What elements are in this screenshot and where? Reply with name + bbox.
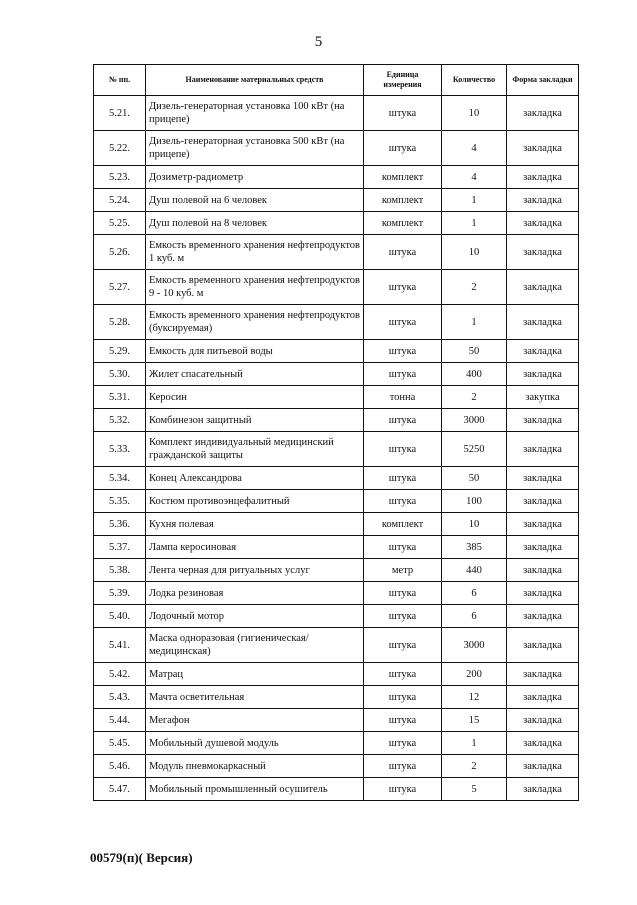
storage-form-cell: закладка [507, 582, 579, 605]
storage-form-cell: закладка [507, 663, 579, 686]
material-name-cell: Кухня полевая [146, 513, 364, 536]
row-number-cell: 5.30. [94, 363, 146, 386]
unit-cell: штука [364, 96, 442, 131]
row-number-cell: 5.26. [94, 235, 146, 270]
material-name-cell: Емкость для питьевой воды [146, 340, 364, 363]
quantity-cell: 50 [442, 467, 507, 490]
row-number-cell: 5.32. [94, 409, 146, 432]
material-name-cell: Комбинезон защитный [146, 409, 364, 432]
quantity-cell: 10 [442, 513, 507, 536]
unit-cell: комплект [364, 166, 442, 189]
storage-form-cell: закладка [507, 467, 579, 490]
document-code: 00579(п)( Версия) [90, 850, 193, 865]
table-row [94, 513, 579, 536]
unit-cell: штука [364, 235, 442, 270]
table-row [94, 559, 579, 582]
table-header-row [94, 65, 579, 96]
unit-cell: штука [364, 778, 442, 801]
unit-cell: штука [364, 605, 442, 628]
storage-form-cell: закладка [507, 755, 579, 778]
unit-cell: штука [364, 490, 442, 513]
unit-cell: штука [364, 363, 442, 386]
table-row [94, 467, 579, 490]
unit-cell: штука [364, 305, 442, 340]
table-row [94, 386, 579, 409]
quantity-cell: 5250 [442, 432, 507, 467]
row-number-cell: 5.34. [94, 467, 146, 490]
table-row [94, 212, 579, 235]
material-name-cell: Жилет спасательный [146, 363, 364, 386]
material-name-cell: Лодка резиновая [146, 582, 364, 605]
materials-table [93, 64, 579, 801]
row-number-cell: 5.22. [94, 131, 146, 166]
quantity-cell: 2 [442, 386, 507, 409]
storage-form-cell: закладка [507, 166, 579, 189]
table-row [94, 166, 579, 189]
material-name-cell: Емкость временного хранения нефтепродуктов (буксируемая) [146, 305, 364, 340]
quantity-cell: 3000 [442, 409, 507, 432]
table-row [94, 755, 579, 778]
table-row [94, 235, 579, 270]
unit-cell: штука [364, 628, 442, 663]
row-number-cell: 5.40. [94, 605, 146, 628]
row-number-cell: 5.21. [94, 96, 146, 131]
unit-cell: метр [364, 559, 442, 582]
storage-form-cell: закладка [507, 189, 579, 212]
row-number-cell: 5.46. [94, 755, 146, 778]
row-number-cell: 5.42. [94, 663, 146, 686]
unit-cell: тонна [364, 386, 442, 409]
material-name-cell: Маска одноразовая (гигиеническая/медицинская) [146, 628, 364, 663]
material-name-cell: Лампа керосиновая [146, 536, 364, 559]
table-row [94, 189, 579, 212]
unit-cell: штука [364, 467, 442, 490]
header-qty: Количество [442, 65, 507, 96]
quantity-cell: 3000 [442, 628, 507, 663]
storage-form-cell: закладка [507, 270, 579, 305]
material-name-cell: Лента черная для ритуальных услуг [146, 559, 364, 582]
row-number-cell: 5.41. [94, 628, 146, 663]
material-name-cell: Мобильный промышленный осушитель [146, 778, 364, 801]
storage-form-cell: закладка [507, 709, 579, 732]
quantity-cell: 2 [442, 270, 507, 305]
storage-form-cell: закладка [507, 778, 579, 801]
table-row [94, 490, 579, 513]
row-number-cell: 5.47. [94, 778, 146, 801]
row-number-cell: 5.38. [94, 559, 146, 582]
storage-form-cell: закладка [507, 305, 579, 340]
storage-form-cell: закладка [507, 409, 579, 432]
row-number-cell: 5.43. [94, 686, 146, 709]
material-name-cell: Емкость временного хранения нефтепродуктов 9 - 10 куб. м [146, 270, 364, 305]
table-row [94, 409, 579, 432]
material-name-cell: Матрац [146, 663, 364, 686]
material-name-cell: Комплект индивидуальный медицинский гражданской защиты [146, 432, 364, 467]
material-name-cell: Керосин [146, 386, 364, 409]
table-row [94, 686, 579, 709]
quantity-cell: 385 [442, 536, 507, 559]
row-number-cell: 5.36. [94, 513, 146, 536]
unit-cell: штука [364, 732, 442, 755]
table-row [94, 270, 579, 305]
table-row [94, 605, 579, 628]
material-name-cell: Мобильный душевой модуль [146, 732, 364, 755]
material-name-cell: Лодочный мотор [146, 605, 364, 628]
storage-form-cell: закладка [507, 363, 579, 386]
table-row [94, 363, 579, 386]
table-row [94, 305, 579, 340]
unit-cell: штука [364, 131, 442, 166]
unit-cell: штука [364, 709, 442, 732]
unit-cell: штука [364, 582, 442, 605]
header-num: № пп. [94, 65, 146, 96]
quantity-cell: 12 [442, 686, 507, 709]
table-row [94, 709, 579, 732]
row-number-cell: 5.45. [94, 732, 146, 755]
quantity-cell: 6 [442, 582, 507, 605]
storage-form-cell: закладка [507, 686, 579, 709]
storage-form-cell: закладка [507, 131, 579, 166]
storage-form-cell: закладка [507, 235, 579, 270]
material-name-cell: Дозиметр-радиометр [146, 166, 364, 189]
quantity-cell: 50 [442, 340, 507, 363]
quantity-cell: 1 [442, 189, 507, 212]
material-name-cell: Конец Александрова [146, 467, 364, 490]
unit-cell: комплект [364, 189, 442, 212]
quantity-cell: 6 [442, 605, 507, 628]
storage-form-cell: закладка [507, 490, 579, 513]
quantity-cell: 5 [442, 778, 507, 801]
row-number-cell: 5.24. [94, 189, 146, 212]
row-number-cell: 5.23. [94, 166, 146, 189]
storage-form-cell: закладка [507, 212, 579, 235]
unit-cell: штука [364, 270, 442, 305]
header-unit: Единица измерения [364, 65, 442, 96]
storage-form-cell: закладка [507, 340, 579, 363]
header-form: Форма закладки [507, 65, 579, 96]
table-row [94, 582, 579, 605]
row-number-cell: 5.37. [94, 536, 146, 559]
table-row [94, 432, 579, 467]
row-number-cell: 5.31. [94, 386, 146, 409]
table-body [94, 96, 579, 801]
row-number-cell: 5.39. [94, 582, 146, 605]
page-number: 5 [314, 34, 323, 50]
storage-form-cell: закупка [507, 386, 579, 409]
storage-form-cell: закладка [507, 432, 579, 467]
table-row [94, 131, 579, 166]
storage-form-cell: закладка [507, 536, 579, 559]
quantity-cell: 100 [442, 490, 507, 513]
table-row [94, 340, 579, 363]
storage-form-cell: закладка [507, 605, 579, 628]
unit-cell: штука [364, 536, 442, 559]
unit-cell: комплект [364, 513, 442, 536]
material-name-cell: Мегафон [146, 709, 364, 732]
unit-cell: комплект [364, 212, 442, 235]
storage-form-cell: закладка [507, 96, 579, 131]
row-number-cell: 5.27. [94, 270, 146, 305]
row-number-cell: 5.33. [94, 432, 146, 467]
quantity-cell: 10 [442, 235, 507, 270]
quantity-cell: 1 [442, 732, 507, 755]
material-name-cell: Мачта осветительная [146, 686, 364, 709]
quantity-cell: 440 [442, 559, 507, 582]
storage-form-cell: закладка [507, 513, 579, 536]
quantity-cell: 10 [442, 96, 507, 131]
quantity-cell: 2 [442, 755, 507, 778]
row-number-cell: 5.35. [94, 490, 146, 513]
table-row [94, 536, 579, 559]
table-row [94, 732, 579, 755]
material-name-cell: Дизель-генераторная установка 500 кВт (на прицепе) [146, 131, 364, 166]
quantity-cell: 1 [442, 305, 507, 340]
storage-form-cell: закладка [507, 732, 579, 755]
quantity-cell: 15 [442, 709, 507, 732]
material-name-cell: Дизель-генераторная установка 100 кВт (на прицепе) [146, 96, 364, 131]
storage-form-cell: закладка [507, 628, 579, 663]
material-name-cell: Душ полевой на 8 человек [146, 212, 364, 235]
material-name-cell: Костюм противоэнцефалитный [146, 490, 364, 513]
unit-cell: штука [364, 432, 442, 467]
quantity-cell: 4 [442, 166, 507, 189]
material-name-cell: Душ полевой на 6 человек [146, 189, 364, 212]
header-name: Наименование материальных средств [146, 65, 364, 96]
table-row [94, 628, 579, 663]
quantity-cell: 200 [442, 663, 507, 686]
table-header [94, 65, 579, 96]
unit-cell: штука [364, 755, 442, 778]
row-number-cell: 5.25. [94, 212, 146, 235]
material-name-cell: Емкость временного хранения нефтепродуктов 1 куб. м [146, 235, 364, 270]
unit-cell: штука [364, 409, 442, 432]
quantity-cell: 1 [442, 212, 507, 235]
row-number-cell: 5.44. [94, 709, 146, 732]
unit-cell: штука [364, 340, 442, 363]
row-number-cell: 5.28. [94, 305, 146, 340]
unit-cell: штука [364, 686, 442, 709]
table-row [94, 778, 579, 801]
table-row [94, 663, 579, 686]
storage-form-cell: закладка [507, 559, 579, 582]
row-number-cell: 5.29. [94, 340, 146, 363]
quantity-cell: 4 [442, 131, 507, 166]
quantity-cell: 400 [442, 363, 507, 386]
unit-cell: штука [364, 663, 442, 686]
material-name-cell: Модуль пневмокаркасный [146, 755, 364, 778]
table-row [94, 96, 579, 131]
